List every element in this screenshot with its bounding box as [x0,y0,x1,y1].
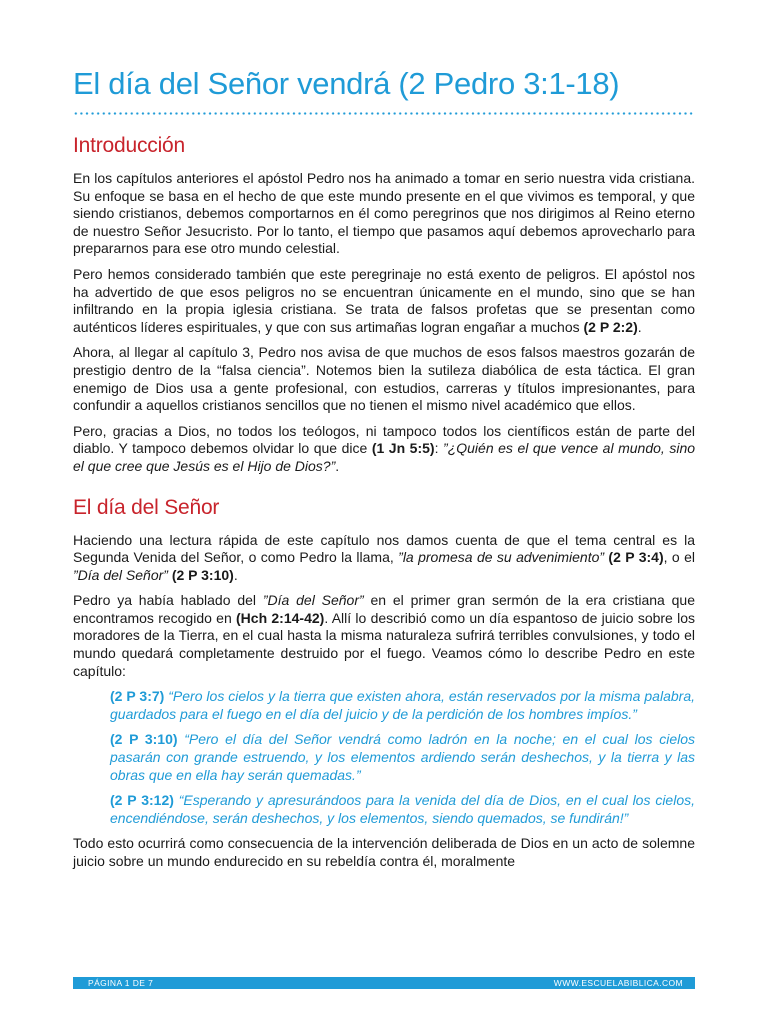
scripture-reference: (2 P 3:4) [604,549,664,566]
intro-paragraph-3: Ahora, al llegar al capítulo 3, Pedro nos avisa de que muchos de esos falsos maestros gozarán de prestigio dentro de la “falsa ciencia”. Notemos bien la sutileza diabólica de esta táctica. El gran enemigo de Dios usa a gente profesional, con estudios, carreras y títulos impresionantes, para confundir a aquellos cristianos sencillos que no tienen el mismo nivel académico que ellos. [73,344,695,414]
inline-quote: ”Día del Señor” [73,566,168,583]
scripture-quote-1 [110,688,695,723]
paragraph-text: . [233,566,238,583]
intro-paragraph-2 [73,266,695,336]
section-heading-dia-del-senor: El día del Señor [73,495,220,519]
paragraph-text: Pedro ya había hablado del [73,592,263,609]
intro-paragraph-4 [73,423,695,476]
paragraph-text: . Allí lo describió como un día espantoso de juicio sobre los moradores de la Tierra, en el cual hasta la misma naturaleza sufrirá terribles convulsiones, y todo el mundo quedará completamente destruido por el fuego. Veamos cómo lo describe Pedro en este capítulo: [73,609,696,679]
paragraph-text: . [637,318,642,335]
quote-reference: (2 P 3:12) [110,792,174,809]
quote-text: “Esperando y apresurándoos para la venida del día de Dios, en el cual los cielos, encendiéndose, serán deshechos, y los elementos, siendo quemados, se fundirán!” [110,792,695,826]
quote-text: “Pero el día del Señor vendrá como ladrón en la noche; en el cual los cielos pasarán con grande estruendo, y los elementos ardiendo serán deshechos, y la tierra y las obras que en ella hay serán quemadas.” [110,731,696,783]
inline-quote: ”la promesa de su advenimiento” [398,549,605,566]
paragraph-text: : [434,440,444,457]
inline-quote: ”¿Quién es el que vence al mundo, sino el que cree que Jesús es el Hijo de Dios?” [73,440,696,474]
paragraph-text: en el primer gran sermón de la era cristiana que encontramos recogido en [73,592,695,626]
document-title: El día del Señor vendrá (2 Pedro 3:1-18) [73,66,620,101]
quote-text: “Pero los cielos y la tierra que existen ahora, están reservados por la misma palabra, guardados para el fuego en el día del juicio y de la perdición de los hombres impíos.” [110,688,695,722]
paragraph-text: Pero hemos considerado también que este peregrinaje no está exento de peligros. El apóstol nos ha advertido de que esos peligros no se encuentran únicamente en el mundo, sino que se han infiltrando en la propia iglesia cristiana. Se trata de falsos profetas que se presentan como auténticos líderes espirituales, y que con sus artimañas logran engañar a muchos [73,265,695,335]
inline-quote: ”Día del Señor” [262,592,364,609]
intro-paragraph-1: En los capítulos anteriores el apóstol Pedro nos ha animado a tomar en serio nuestra vida cristiana. Su enfoque se basa en el hecho de que este mundo presente en el que vivimos es temporal, y que siendo cristianos, debemos comportarnos en él como peregrinos que nos dirigimos al Reino eterno de nuestro Señor Jesucristo. Por lo tanto, el tiempo que pasamos aquí debemos aprovecharlo para prepararnos para ese otro mundo celestial. [73,170,695,257]
website-link[interactable]: WWW.ESCUELABIBLICA.COM [553,978,683,988]
document-body [73,132,695,879]
scripture-quote-3 [110,792,695,827]
paragraph-text: Pero, gracias a Dios, no todos los teólogos, ni tampoco todos los científicos están de parte del diablo. Y tampoco debemos olvidar lo que dice [73,422,695,457]
paragraph-text: Haciendo una lectura rápida de este capítulo nos damos cuenta de que el tema central es la Segunda Venida del Señor, o como Pedro la llama, [73,531,695,566]
scripture-reference: (2 P 2:2) [583,318,638,335]
dotted-divider [73,112,695,115]
section-heading-introduccion: Introducción [73,134,186,157]
page-number: PÁGINA 1 DE 7 [88,978,154,988]
dia-paragraph-2 [73,592,695,680]
paragraph-text: , o el [663,549,695,566]
scripture-reference: (2 P 3:10) [167,566,234,583]
page-footer [73,977,695,989]
dia-paragraph-1 [73,532,695,585]
dia-paragraph-3: Todo esto ocurrirá como consecuencia de la intervención deliberada de Dios en un acto de solemne juicio sobre un mundo endurecido en su rebeldía contra él, moralmente [73,835,695,869]
scripture-reference: (1 Jn 5:5) [371,440,435,457]
paragraph-text: . [335,457,340,474]
scripture-reference: (Hch 2:14-42) [236,609,325,626]
quote-reference: (2 P 3:10) [110,731,178,748]
scripture-quote-2 [110,731,695,784]
quote-reference: (2 P 3:7) [110,688,165,705]
